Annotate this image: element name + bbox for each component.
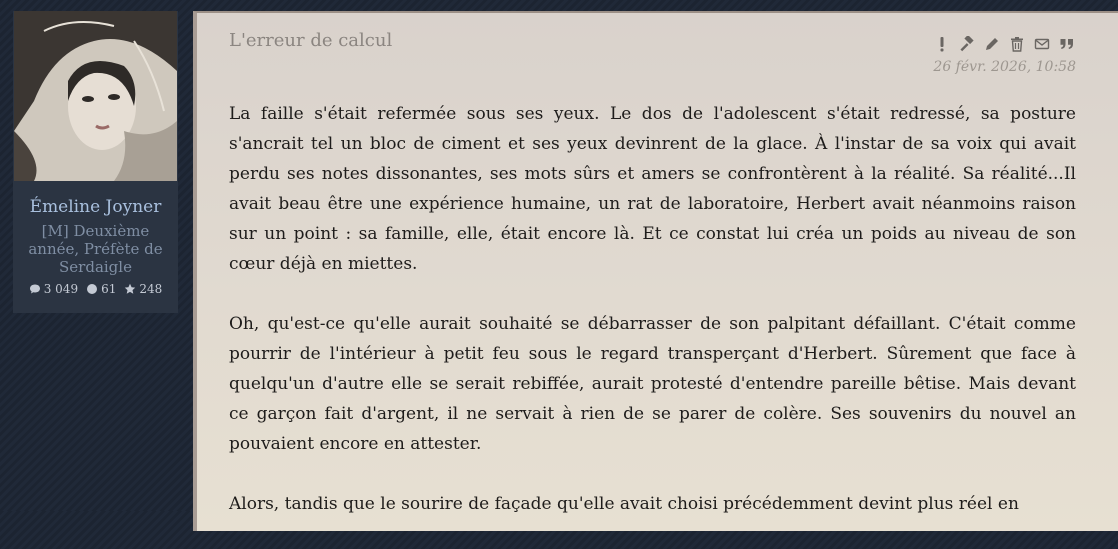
reputation-count: 248 <box>139 282 163 296</box>
speech-bubble-icon <box>29 283 41 295</box>
points-stat <box>86 282 116 296</box>
post-paragraph: La faille s'était refermée sous ses yeux. Le dos de l'adolescent s'était redressé, sa posture s'ancrait tel un bloc de ciment et ses yeux devinrent de la glace. À l'instar de sa voix qui avait perdu ses notes dissonantes, ses mots sûrs et amers se confrontèrent à la réalité. Sa réalité...Il avait beau être une expérience humaine, un rat de laboratoire, Herbert avait néanmoins raison sur un point : sa famille, elle, était encore là. Et ce constat lui créa un poids au niveau de son cœur déjà en miettes. <box>229 104 1076 274</box>
quote-icon[interactable] <box>1058 35 1076 53</box>
points-count: 61 <box>101 282 117 296</box>
avatar[interactable] <box>14 11 177 181</box>
post-count: 3 049 <box>43 282 79 296</box>
post-paragraph: Alors, tandis que le sourire de façade qu'elle avait choisi précédemment devint plus réel en <box>229 494 1019 514</box>
post-date: 26 févr. 2026, 10:58 <box>933 59 1076 75</box>
delete-trash-icon[interactable] <box>1008 35 1026 53</box>
moderate-hammer-icon[interactable] <box>958 35 976 53</box>
username[interactable]: Émeline Joyner <box>29 197 162 217</box>
post-paragraph: Oh, qu'est-ce qu'elle aurait souhaité se débarrasser de son palpitant défaillant. C'était comme pourrir de l'intérieur à petit feu sous le regard transperçant d'Herbert. Sûrement que face à quelqu'un d'autre elle se serait rebiffée, aurait protesté d'entendre pareille bêtise. Mais devant ce garçon fait d'argent, il ne servait à rien de se parer de colère. Ses souvenirs du nouvel an pouvaient encore en attester. <box>229 314 1076 454</box>
report-icon[interactable] <box>933 35 951 53</box>
post-count-stat <box>29 282 78 296</box>
post-actions <box>933 35 1076 53</box>
post-title[interactable]: L'erreur de calcul <box>229 30 393 51</box>
message-envelope-icon[interactable] <box>1033 35 1051 53</box>
user-profile-card <box>13 11 178 313</box>
user-rank: [M] Deuxième année, Préfète de Serdaigle <box>28 222 163 276</box>
edit-pencil-icon[interactable] <box>983 35 1001 53</box>
reputation-stat <box>124 282 162 296</box>
user-stats <box>13 282 178 296</box>
circle-coin-icon <box>86 283 98 295</box>
star-icon <box>124 283 136 295</box>
post-content <box>229 99 1076 549</box>
post-container <box>193 11 1118 531</box>
